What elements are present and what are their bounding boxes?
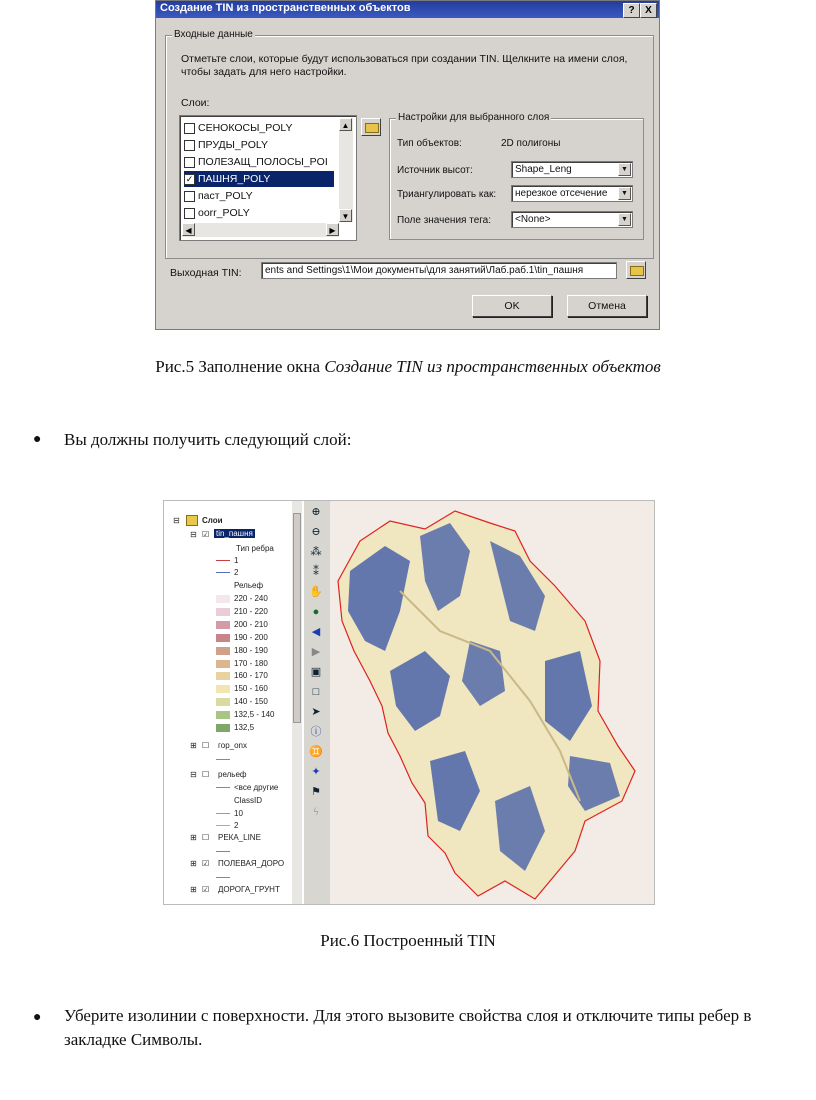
fixed-zoom-in-icon[interactable]: ⁂	[310, 546, 322, 558]
toc-layer-gor[interactable]: гор_onx	[218, 741, 247, 750]
layers-icon	[186, 515, 198, 526]
triangulate-label: Триангулировать как:	[397, 189, 497, 200]
toc-cls2: 2	[234, 821, 239, 830]
layer-list-item[interactable]	[184, 137, 334, 153]
checkbox-checked-icon[interactable]: ✓	[185, 173, 194, 184]
class-label: 150 - 160	[234, 684, 268, 694]
class-label: 132,5 - 140	[234, 710, 275, 720]
class-swatch	[216, 711, 230, 719]
zoom-in-icon[interactable]: ⊕	[311, 506, 321, 518]
scroll-right-icon[interactable]: ▶	[326, 223, 339, 236]
chevron-down-icon[interactable]: ▼	[618, 187, 631, 200]
checkbox-icon[interactable]	[184, 123, 195, 134]
add-layer-folder-icon[interactable]	[361, 118, 381, 136]
clear-selection-icon[interactable]: □	[312, 686, 320, 698]
layer-list-item[interactable]	[184, 171, 334, 187]
class-label: 180 - 190	[234, 645, 268, 655]
ok-button[interactable]: OK	[472, 295, 552, 317]
toc-cls10: 10	[234, 809, 243, 818]
layer-name: ооrr_POLY	[198, 207, 250, 219]
class-swatch	[216, 647, 230, 655]
class-label: 140 - 150	[234, 697, 268, 707]
class-swatch	[216, 608, 230, 616]
figure-6-tin-screenshot	[163, 500, 655, 905]
expand-icon[interactable]: ⊞	[190, 885, 197, 894]
lightning-icon[interactable]: ϟ	[313, 806, 319, 818]
figure-5-caption	[0, 357, 816, 377]
height-source-label: Источник высот:	[397, 165, 473, 176]
class-swatch	[216, 634, 230, 642]
line-swatch	[216, 851, 230, 852]
layer-name: СЕНОКОСЫ_POLY	[198, 122, 293, 134]
class-swatch	[216, 672, 230, 680]
input-data-label: Входные данные	[174, 29, 253, 40]
layers-listbox[interactable]	[179, 115, 357, 241]
measure-icon[interactable]: ✦	[311, 766, 321, 778]
close-button[interactable]: X	[640, 3, 657, 18]
toc-root: Слои	[202, 516, 223, 525]
triangulate-value: нерезкое отсечение	[515, 188, 608, 199]
expand-icon[interactable]: ⊞	[190, 833, 197, 842]
tin-map	[330, 501, 654, 904]
chevron-down-icon[interactable]: ▼	[618, 163, 631, 176]
checkbox-icon[interactable]: ☐	[202, 770, 210, 779]
expand-icon[interactable]: ⊞	[190, 859, 197, 868]
table-of-contents-panel	[164, 501, 304, 904]
class-swatch	[216, 724, 230, 732]
help-button[interactable]: ?	[623, 3, 640, 18]
dialog-titlebar[interactable]	[156, 1, 659, 18]
triangulate-select[interactable]	[511, 185, 633, 202]
class-label: 170 - 180	[234, 658, 268, 668]
checkbox-icon[interactable]	[184, 140, 195, 151]
select-features-icon[interactable]: ▣	[310, 666, 322, 678]
layer-list-item[interactable]	[184, 205, 334, 221]
toc-layer-tin[interactable]: tin_пашня	[216, 529, 253, 538]
cancel-button[interactable]: Отмена	[567, 295, 647, 317]
toc-layer-doroga[interactable]: ДОРОГА_ГРУНТ	[218, 885, 280, 894]
full-extent-globe-icon[interactable]: ●	[312, 606, 320, 618]
chevron-down-icon[interactable]: ▼	[618, 213, 631, 226]
pan-hand-icon[interactable]: ✋	[309, 586, 323, 598]
toc-layer-reka[interactable]: РЕКА_LINE	[218, 833, 261, 842]
layer-name: паст_POLY	[198, 190, 253, 202]
dialog-title: Создание TIN из пространственных объектов	[160, 2, 411, 14]
toc-layer-polevaya[interactable]: ПОЛЕВАЯ_ДОРО	[218, 859, 285, 868]
feature-type-value: 2D полигоны	[501, 138, 561, 149]
class-swatch	[216, 685, 230, 693]
height-source-select[interactable]	[511, 161, 633, 178]
layer-name: ПОЛЕЗАЩ_ПОЛОСЫ_POI	[198, 156, 328, 168]
layer-settings-label: Настройки для выбранного слоя	[398, 112, 550, 123]
line-swatch	[216, 813, 230, 814]
expand-icon[interactable]: ⊟	[190, 530, 197, 539]
line-swatch	[216, 825, 230, 826]
tools-toolbar	[304, 501, 330, 904]
expand-icon[interactable]: ⊟	[190, 770, 197, 779]
class-swatch	[216, 621, 230, 629]
expand-icon[interactable]: ⊞	[190, 741, 197, 750]
checkbox-icon[interactable]: ☐	[202, 833, 210, 842]
forward-arrow-icon[interactable]: ▶	[311, 646, 321, 658]
layer-list-item[interactable]	[184, 188, 334, 204]
line-swatch	[216, 787, 230, 788]
class-label: 160 - 170	[234, 671, 268, 681]
line-swatch	[216, 759, 230, 760]
class-label: 190 - 200	[234, 632, 268, 642]
layer-name: ПАШНЯ_POLY	[198, 173, 271, 185]
tag-field-select[interactable]	[511, 211, 633, 228]
toc-edge-1: 1	[234, 556, 239, 565]
bullet-icon: ●	[33, 1010, 42, 1025]
checkbox-icon[interactable]: ☐	[202, 741, 210, 750]
fixed-zoom-out-icon[interactable]: ⁑	[313, 566, 319, 578]
expand-icon[interactable]: ⊟	[173, 516, 180, 525]
line-swatch	[216, 877, 230, 878]
scroll-down-icon[interactable]: ▼	[339, 209, 352, 222]
tag-field-value: <None>	[515, 214, 551, 225]
checkbox-checked-icon[interactable]: ☑	[202, 885, 210, 894]
feature-type-label: Тип объектов:	[397, 138, 462, 149]
caption-prefix: Рис.5 Заполнение окна	[155, 357, 325, 376]
class-swatch	[216, 698, 230, 706]
layer-list-item[interactable]	[184, 154, 334, 170]
identify-info-icon[interactable]: ⓘ	[310, 726, 322, 738]
class-swatch	[216, 595, 230, 603]
class-label: 210 - 220	[234, 606, 268, 616]
toc-edge-2: 2	[234, 568, 239, 577]
instructions-text: Отметьте слои, которые будут использоваться при создании TIN. Щелкните на имени слоя, чтобы задать для него настройки.	[181, 53, 628, 78]
height-source-value: Shape_Leng	[515, 164, 572, 175]
instruction-paragraph-1: Вы должны получить следующий слой:	[64, 430, 352, 449]
checkbox-checked-icon[interactable]: ☑	[202, 859, 210, 868]
list-vscroll[interactable]	[339, 118, 353, 222]
checkbox-icon[interactable]	[184, 191, 195, 202]
toc-all-other: <все другие	[234, 783, 279, 792]
caption-dialog-name: Создание TIN из пространственных объектов	[324, 357, 661, 376]
figure-6-caption: Рис.6 Построенный TIN	[320, 931, 496, 950]
toc-scrollbar[interactable]	[292, 501, 302, 904]
back-arrow-icon[interactable]: ◀	[311, 626, 321, 638]
scroll-up-icon[interactable]: ▲	[339, 118, 352, 131]
layers-label: Слои:	[181, 97, 210, 109]
list-hscroll[interactable]	[182, 223, 339, 237]
select-elements-arrow-icon[interactable]: ➤	[311, 706, 321, 718]
checkbox-checked-icon[interactable]: ☑	[202, 530, 210, 539]
layer-list-item[interactable]	[184, 120, 334, 136]
edge-swatch-2	[216, 572, 230, 573]
toc-relief: Рельеф	[234, 581, 264, 590]
find-binoculars-icon[interactable]: ♊	[309, 746, 323, 758]
instruction-paragraph-2: Уберите изолинии с поверхности. Для этого вызовите свойства слоя и отключите типы ребер в закладке Символы.	[64, 1006, 752, 1049]
create-tin-dialog	[155, 0, 660, 330]
toc-edge-type: Тип ребра	[236, 544, 274, 553]
class-label: 220 - 240	[234, 594, 268, 603]
output-folder-icon[interactable]	[626, 261, 646, 279]
layer-name: ПРУДЫ_POLY	[198, 139, 268, 151]
tag-field-label: Поле значения тега:	[397, 215, 492, 226]
output-tin-input[interactable]: ents and Settings\1\Мои документы\для занятий\Лаб.раб.1\tin_пашня	[261, 262, 617, 279]
toc-classid: ClassID	[234, 796, 263, 805]
scroll-left-icon[interactable]: ◀	[182, 223, 195, 236]
hyperlink-icon[interactable]: ⚑	[311, 786, 321, 798]
toc-scroll-thumb[interactable]	[293, 513, 301, 723]
checkbox-icon[interactable]	[184, 208, 195, 219]
output-tin-label: Выходная TIN:	[170, 267, 242, 279]
edge-swatch-1	[216, 560, 230, 561]
toc-layer-relief[interactable]: рельеф	[218, 770, 247, 779]
class-swatch	[216, 660, 230, 668]
bullet-icon: ●	[33, 432, 42, 447]
class-label: 200 - 210	[234, 619, 268, 629]
class-label: 132,5	[234, 723, 255, 732]
zoom-out-icon[interactable]: ⊖	[311, 526, 321, 538]
map-view[interactable]	[330, 501, 654, 904]
checkbox-icon[interactable]	[184, 157, 195, 168]
